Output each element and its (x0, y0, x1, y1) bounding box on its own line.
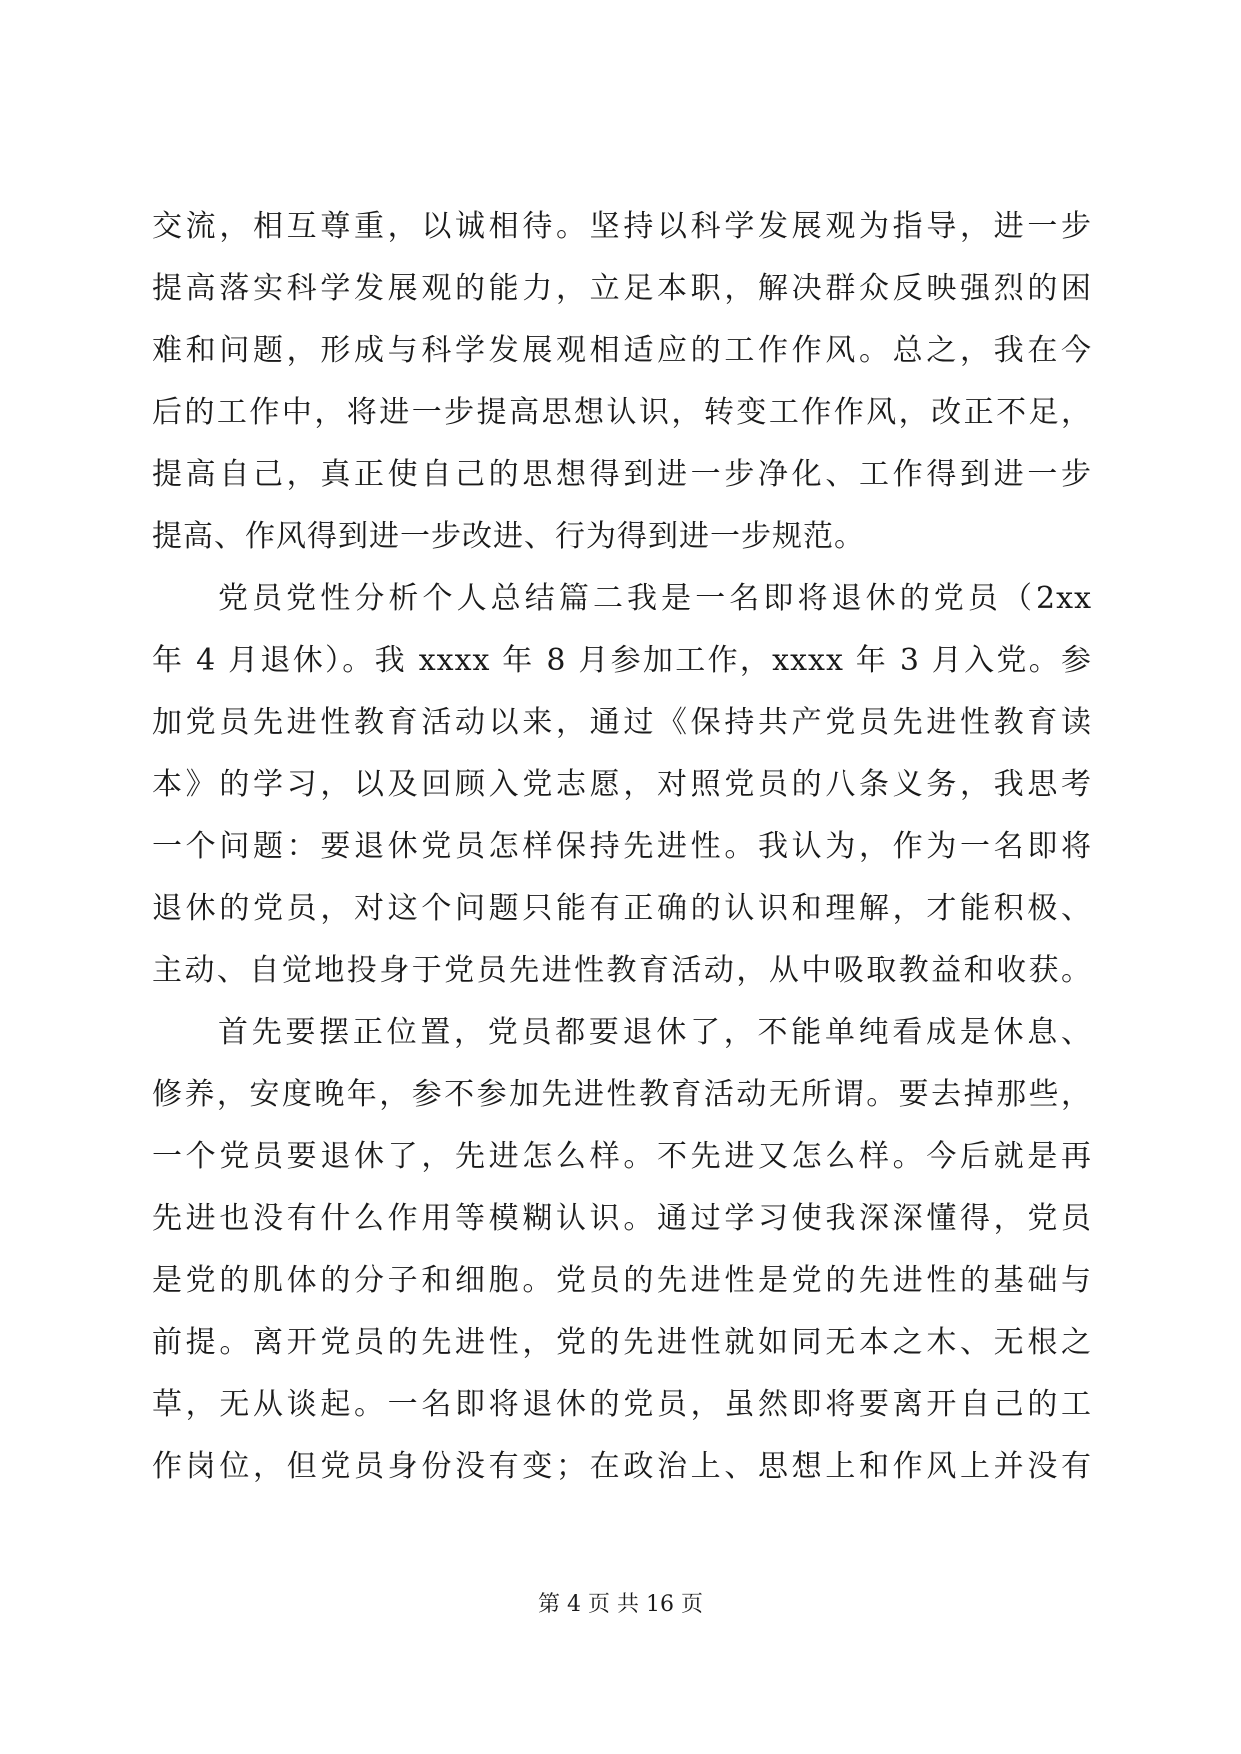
text-line: 后的工作中，将进一步提高思想认识，转变工作作风，改正不足， (152, 395, 1092, 430)
text-line: 先进也没有什么作用等模糊认识。通过学习使我深深懂得，党员 (152, 1201, 1092, 1236)
text-line: 退休的党员，对这个问题只能有正确的认识和理解，才能积极、 (152, 891, 1092, 926)
text-line: 加党员先进性教育活动以来，通过《保持共产党员先进性教育读 (152, 705, 1092, 740)
text-line: 交流，相互尊重，以诚相待。坚持以科学发展观为指导，进一步 (152, 209, 1092, 244)
text-line: 提高落实科学发展观的能力，立足本职，解决群众反映强烈的困 (152, 271, 1092, 306)
text-line: 提高自己，真正使自己的思想得到进一步净化、工作得到进一步 (152, 457, 1092, 492)
page-number-footer: 第 4 页 共 16 页 (538, 1592, 703, 1617)
text-line: 是党的肌体的分子和细胞。党员的先进性是党的先进性的基础与 (152, 1263, 1092, 1298)
text-line: 提高、作风得到进一步改进、行为得到进一步规范。 (152, 519, 865, 554)
text-line: 一个问题：要退休党员怎样保持先进性。我认为，作为一名即将 (152, 829, 1092, 864)
paragraph-first-line: 党员党性分析个人总结篇二我是一名即将退休的党员（2xx (218, 581, 1092, 616)
text-line: 一个党员要退休了，先进怎么样。不先进又怎么样。今后就是再 (152, 1139, 1092, 1174)
text-line: 修养，安度晚年，参不参加先进性教育活动无所谓。要去掉那些， (152, 1077, 1092, 1112)
text-line: 年 4 月退休）。我 xxxx 年 8 月参加工作，xxxx 年 3 月入党。参 (152, 643, 1092, 678)
text-line: 前提。离开党员的先进性，党的先进性就如同无本之木、无根之 (152, 1325, 1092, 1360)
text-line: 本》的学习，以及回顾入党志愿，对照党员的八条义务，我思考 (152, 767, 1092, 802)
paragraph-first-line: 首先要摆正位置，党员都要退休了，不能单纯看成是休息、 (218, 1015, 1092, 1050)
text-line: 作岗位，但党员身份没有变；在政治上、思想上和作风上并没有 (152, 1449, 1092, 1484)
text-line: 主动、自觉地投身于党员先进性教育活动，从中吸取教益和收获。 (152, 953, 1092, 988)
text-line: 难和问题，形成与科学发展观相适应的工作作风。总之，我在今 (152, 333, 1092, 368)
text-line: 草，无从谈起。一名即将退休的党员，虽然即将要离开自己的工 (152, 1387, 1092, 1422)
